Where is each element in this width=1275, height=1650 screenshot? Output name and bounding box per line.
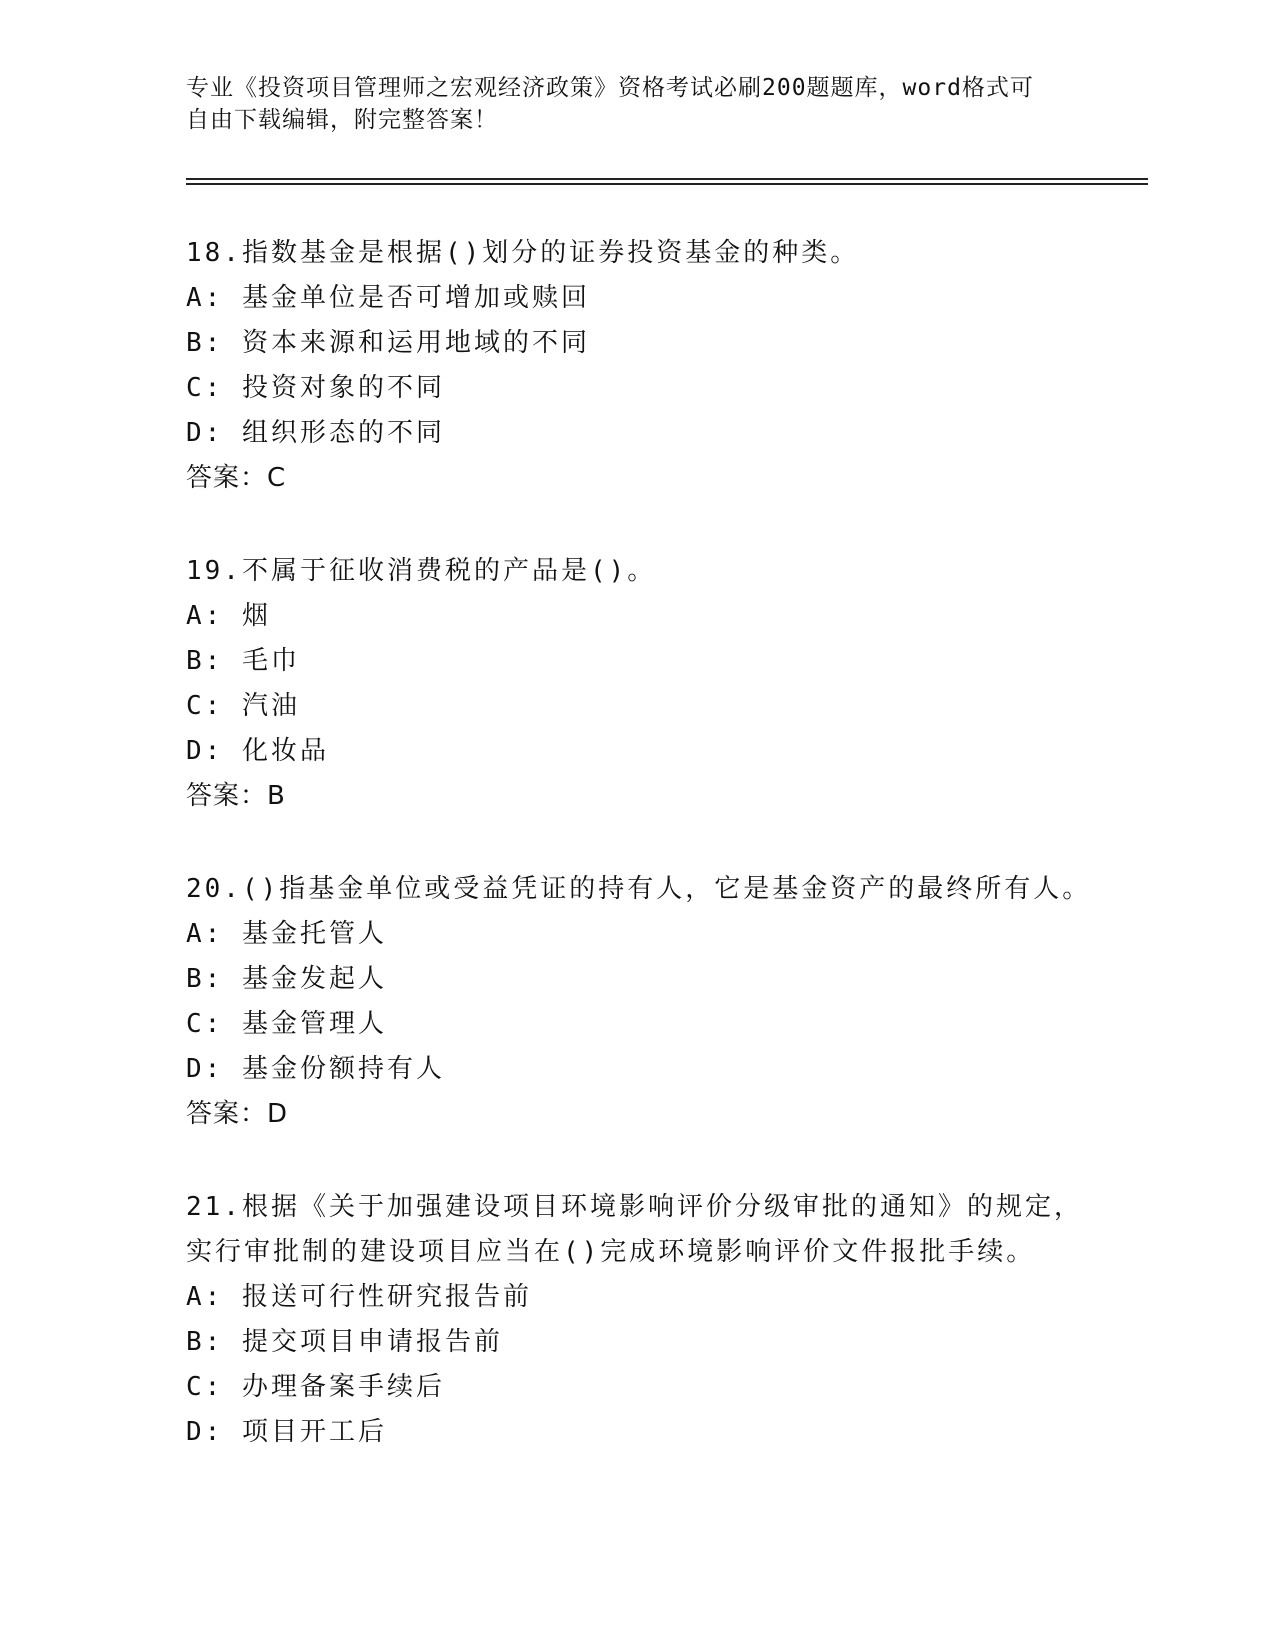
question-stem-line-2: 实行审批制的建设项目应当在()完成环境影响评价文件报批手续。 — [186, 1237, 1036, 1267]
option-d: D: 基金份额持有人 — [186, 1054, 445, 1084]
option-a: A: 烟 — [186, 601, 271, 631]
option-d: D: 化妆品 — [186, 736, 329, 766]
question-spacer — [186, 1137, 1186, 1185]
question-19 — [186, 549, 1186, 819]
question-20 — [186, 867, 1186, 1137]
header-line-2: 自由下载编辑，附完整答案！ — [186, 107, 498, 133]
question-spacer — [186, 501, 1186, 549]
option-b: B: 提交项目申请报告前 — [186, 1327, 503, 1357]
header-divider-bottom — [186, 183, 1148, 185]
option-c: C: 办理备案手续后 — [186, 1372, 445, 1402]
answer: 答案：C — [186, 463, 287, 493]
option-a: A: 基金托管人 — [186, 919, 387, 949]
option-d: D: 组织形态的不同 — [186, 418, 445, 448]
question-stem: 19.不属于征收消费税的产品是()。 — [186, 556, 657, 586]
option-d: D: 项目开工后 — [186, 1417, 387, 1447]
document-header — [186, 72, 1066, 136]
header-divider-top — [186, 178, 1148, 180]
option-b: B: 毛巾 — [186, 646, 300, 676]
question-stem-line-1: 21.根据《关于加强建设项目环境影响评价分级审批的通知》的规定， — [186, 1192, 1083, 1222]
option-a: A: 报送可行性研究报告前 — [186, 1282, 532, 1312]
answer: 答案：B — [186, 781, 286, 811]
option-c: C: 汽油 — [186, 691, 300, 721]
option-c: C: 投资对象的不同 — [186, 373, 445, 403]
option-b: B: 基金发起人 — [186, 964, 387, 994]
answer: 答案：D — [186, 1099, 289, 1129]
question-spacer — [186, 819, 1186, 867]
option-b: B: 资本来源和运用地域的不同 — [186, 328, 590, 358]
question-stem: 18.指数基金是根据()划分的证券投资基金的种类。 — [186, 238, 860, 268]
question-stem: 20.()指基金单位或受益凭证的持有人，它是基金资产的最终所有人。 — [186, 874, 1092, 904]
question-21 — [186, 1185, 1186, 1455]
header-line-1: 专业《投资项目管理师之宏观经济政策》资格考试必刷200题题库，word格式可 — [186, 75, 1034, 101]
option-c: C: 基金管理人 — [186, 1009, 387, 1039]
option-a: A: 基金单位是否可增加或赎回 — [186, 283, 590, 313]
question-18 — [186, 231, 1186, 501]
question-list — [186, 231, 1186, 1455]
